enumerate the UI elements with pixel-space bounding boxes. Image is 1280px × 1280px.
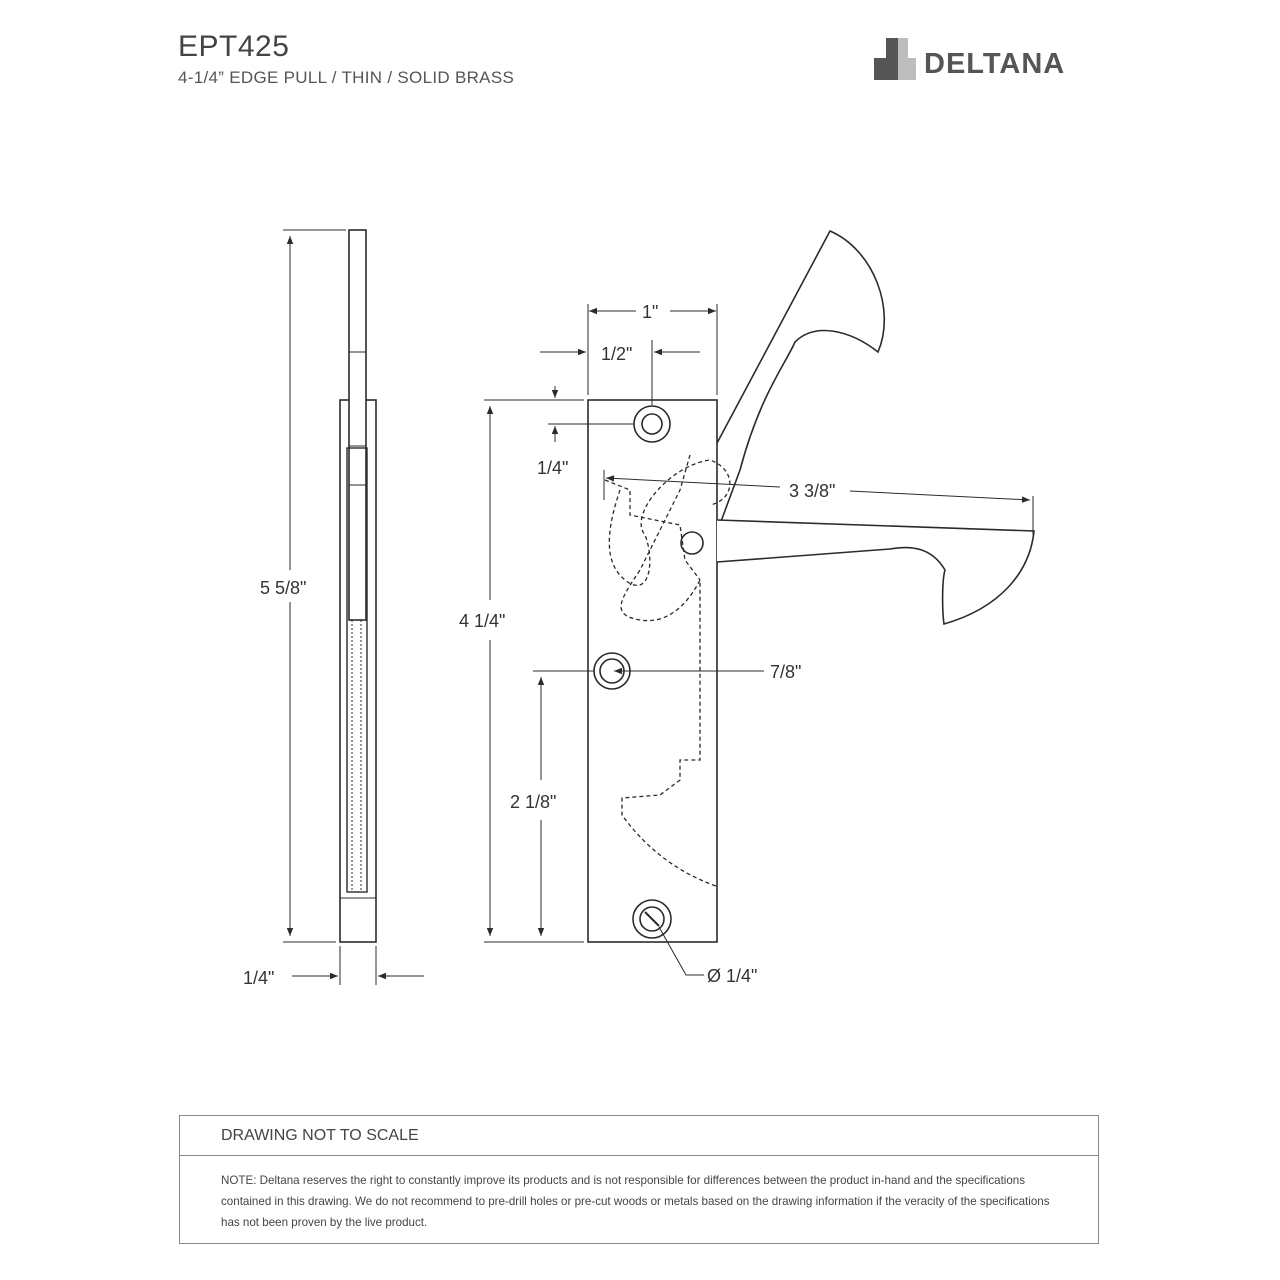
side-view — [283, 230, 424, 985]
side-lever — [349, 230, 366, 620]
product-model: EPT425 — [178, 30, 290, 63]
center-to-bottom-label: 2 1/8" — [510, 792, 557, 812]
overall-height-label: 5 5/8" — [260, 578, 307, 598]
hole-offset-label: 1/2" — [601, 344, 633, 364]
footer-notes — [179, 1115, 1099, 1244]
lever-length-label: 3 3/8" — [789, 481, 836, 501]
hole-diameter-label: Ø 1/4" — [707, 966, 758, 986]
scale-note: DRAWING NOT TO SCALE — [180, 1116, 1098, 1156]
brand-name: DELTANA — [924, 48, 1066, 80]
depth-label: 7/8" — [770, 662, 802, 682]
product-description: 4-1/4” EDGE PULL / THIN / SOLID BRASS — [178, 68, 515, 87]
front-view — [484, 231, 1034, 975]
lever-open — [717, 520, 1034, 624]
plate-height-label: 4 1/4" — [459, 611, 506, 631]
disclaimer-note: NOTE: Deltana reserves the right to constantly improve its products and is not responsible for differences between the product in-hand and the specifications contained in this drawing. We do not recommend to pre-drill holes or pre-cut woods or metals based on the drawing information if the veracity of the specifications has not been proven by the live product. — [221, 1174, 1050, 1229]
top-hole-offset-label: 1/4" — [537, 458, 569, 478]
thickness-label: 1/4" — [243, 968, 275, 988]
plate-width-label: 1" — [642, 302, 659, 322]
